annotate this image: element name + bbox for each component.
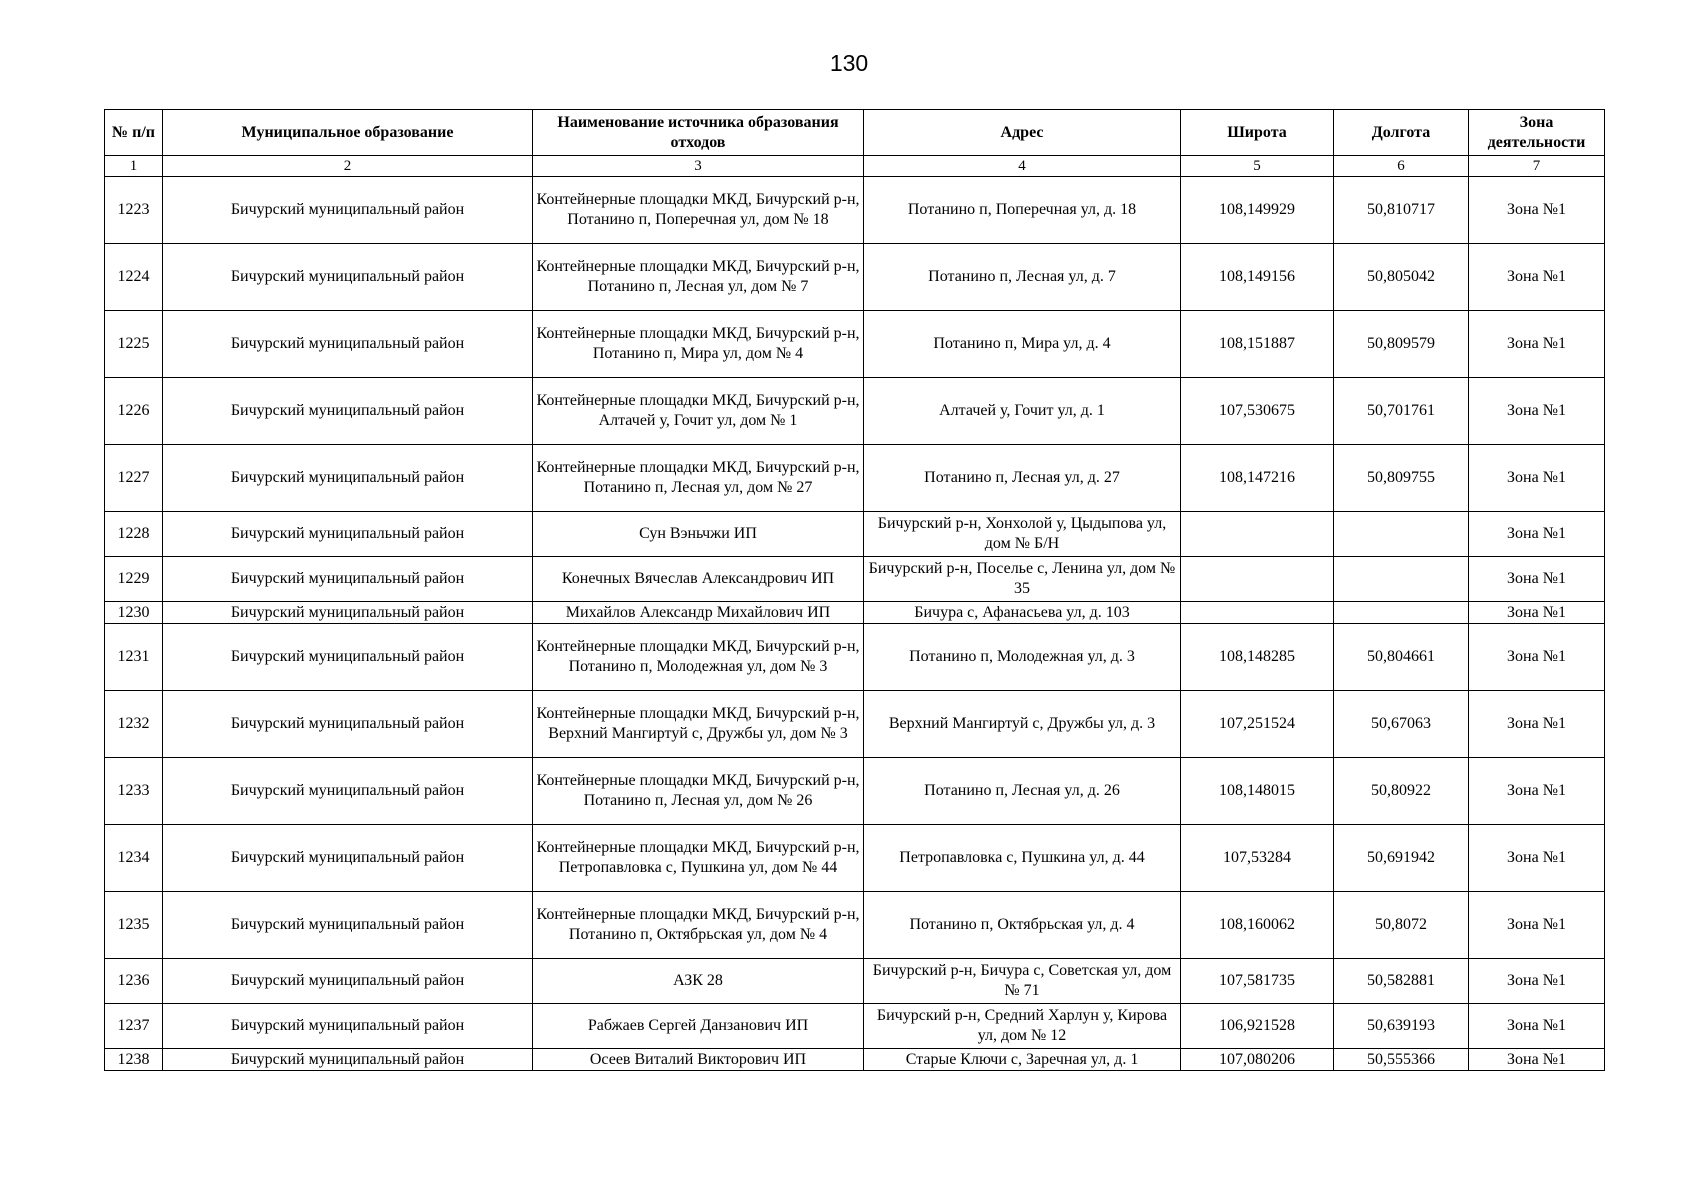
cell-source: Контейнерные площадки МКД, Бичурский р-н, Потанино п, Лесная ул, дом № 7: [533, 244, 864, 311]
cell-address: Потанино п, Лесная ул, д. 27: [864, 445, 1181, 512]
cell-latitude: 108,147216: [1181, 445, 1334, 512]
cell-zone: Зона №1: [1469, 892, 1605, 959]
cell-zone: Зона №1: [1469, 445, 1605, 512]
table-row: [105, 892, 1605, 959]
cell-source: Осеев Виталий Викторович ИП: [533, 1049, 864, 1071]
table-row: [105, 1049, 1605, 1071]
table-row: [105, 177, 1605, 244]
cell-latitude: 108,148285: [1181, 624, 1334, 691]
cell-latitude: [1181, 557, 1334, 602]
cell-latitude: 107,080206: [1181, 1049, 1334, 1071]
cell-source: Михайлов Александр Михайлович ИП: [533, 602, 864, 624]
cell-longitude: 50,810717: [1334, 177, 1469, 244]
cell-municipality: Бичурский муниципальный район: [163, 892, 533, 959]
cell-zone: Зона №1: [1469, 758, 1605, 825]
cell-number: 1238: [105, 1049, 163, 1071]
cell-municipality: Бичурский муниципальный район: [163, 244, 533, 311]
cell-latitude: 107,530675: [1181, 378, 1334, 445]
cell-zone: Зона №1: [1469, 1049, 1605, 1071]
cell-zone: Зона №1: [1469, 311, 1605, 378]
cell-number: 1225: [105, 311, 163, 378]
table-row: [105, 512, 1605, 557]
cell-latitude: [1181, 602, 1334, 624]
table-row: [105, 959, 1605, 1004]
column-header: Муниципальное образование: [163, 110, 533, 156]
cell-municipality: Бичурский муниципальный район: [163, 378, 533, 445]
cell-longitude: 50,809579: [1334, 311, 1469, 378]
cell-source: Контейнерные площадки МКД, Бичурский р-н, Верхний Мангиртуй с, Дружбы ул, дом № 3: [533, 691, 864, 758]
column-header: Наименование источника образования отходов: [533, 110, 864, 156]
cell-municipality: Бичурский муниципальный район: [163, 691, 533, 758]
cell-zone: Зона №1: [1469, 557, 1605, 602]
cell-longitude: 50,582881: [1334, 959, 1469, 1004]
cell-municipality: Бичурский муниципальный район: [163, 959, 533, 1004]
cell-source: Конечных Вячеслав Александрович ИП: [533, 557, 864, 602]
column-number: 5: [1181, 156, 1334, 177]
cell-zone: Зона №1: [1469, 691, 1605, 758]
table-row: [105, 244, 1605, 311]
cell-longitude: [1334, 602, 1469, 624]
cell-longitude: 50,8072: [1334, 892, 1469, 959]
cell-source: Контейнерные площадки МКД, Бичурский р-н, Потанино п, Лесная ул, дом № 26: [533, 758, 864, 825]
cell-longitude: 50,701761: [1334, 378, 1469, 445]
cell-longitude: 50,805042: [1334, 244, 1469, 311]
cell-address: Потанино п, Мира ул, д. 4: [864, 311, 1181, 378]
cell-longitude: 50,809755: [1334, 445, 1469, 512]
cell-municipality: Бичурский муниципальный район: [163, 758, 533, 825]
cell-zone: Зона №1: [1469, 512, 1605, 557]
cell-address: Потанино п, Лесная ул, д. 26: [864, 758, 1181, 825]
cell-source: Контейнерные площадки МКД, Бичурский р-н, Потанино п, Поперечная ул, дом № 18: [533, 177, 864, 244]
column-header: № п/п: [105, 110, 163, 156]
cell-zone: Зона №1: [1469, 244, 1605, 311]
cell-source: Контейнерные площадки МКД, Бичурский р-н, Потанино п, Мира ул, дом № 4: [533, 311, 864, 378]
cell-municipality: Бичурский муниципальный район: [163, 1004, 533, 1049]
cell-municipality: Бичурский муниципальный район: [163, 1049, 533, 1071]
cell-longitude: 50,80922: [1334, 758, 1469, 825]
cell-municipality: Бичурский муниципальный район: [163, 512, 533, 557]
cell-address: Бичурский р-н, Средний Харлун у, Кирова ул, дом № 12: [864, 1004, 1181, 1049]
cell-address: Верхний Мангиртуй с, Дружбы ул, д. 3: [864, 691, 1181, 758]
cell-zone: Зона №1: [1469, 1004, 1605, 1049]
cell-longitude: 50,639193: [1334, 1004, 1469, 1049]
cell-latitude: 108,160062: [1181, 892, 1334, 959]
cell-longitude: 50,691942: [1334, 825, 1469, 892]
cell-longitude: 50,804661: [1334, 624, 1469, 691]
cell-municipality: Бичурский муниципальный район: [163, 177, 533, 244]
table-row: [105, 378, 1605, 445]
table-row: [105, 557, 1605, 602]
cell-address: Потанино п, Октябрьская ул, д. 4: [864, 892, 1181, 959]
cell-municipality: Бичурский муниципальный район: [163, 311, 533, 378]
column-number-row: [105, 156, 1605, 177]
column-number: 4: [864, 156, 1181, 177]
cell-latitude: 108,149156: [1181, 244, 1334, 311]
cell-address: Потанино п, Поперечная ул, д. 18: [864, 177, 1181, 244]
waste-sources-table: [104, 109, 1605, 1071]
header-row: [105, 110, 1605, 156]
cell-latitude: 107,53284: [1181, 825, 1334, 892]
cell-address: Петропавловка с, Пушкина ул, д. 44: [864, 825, 1181, 892]
column-header: Зона деятельности: [1469, 110, 1605, 156]
cell-longitude: 50,67063: [1334, 691, 1469, 758]
column-header: Долгота: [1334, 110, 1469, 156]
cell-zone: Зона №1: [1469, 177, 1605, 244]
cell-zone: Зона №1: [1469, 825, 1605, 892]
cell-number: 1230: [105, 602, 163, 624]
cell-source: Контейнерные площадки МКД, Бичурский р-н, Петропавловка с, Пушкина ул, дом № 44: [533, 825, 864, 892]
table-row: [105, 1004, 1605, 1049]
cell-number: 1223: [105, 177, 163, 244]
column-header: Адрес: [864, 110, 1181, 156]
cell-address: Бичурский р-н, Поселье с, Ленина ул, дом № 35: [864, 557, 1181, 602]
cell-source: Контейнерные площадки МКД, Бичурский р-н, Потанино п, Октябрьская ул, дом № 4: [533, 892, 864, 959]
cell-address: Старые Ключи с, Заречная ул, д. 1: [864, 1049, 1181, 1071]
cell-latitude: 108,149929: [1181, 177, 1334, 244]
cell-zone: Зона №1: [1469, 602, 1605, 624]
cell-number: 1235: [105, 892, 163, 959]
cell-municipality: Бичурский муниципальный район: [163, 825, 533, 892]
column-number: 1: [105, 156, 163, 177]
cell-address: Бичурский р-н, Бичура с, Советская ул, дом № 71: [864, 959, 1181, 1004]
table-row: [105, 825, 1605, 892]
cell-longitude: [1334, 512, 1469, 557]
cell-latitude: 108,148015: [1181, 758, 1334, 825]
cell-address: Потанино п, Лесная ул, д. 7: [864, 244, 1181, 311]
column-number: 7: [1469, 156, 1605, 177]
cell-number: 1229: [105, 557, 163, 602]
cell-longitude: 50,555366: [1334, 1049, 1469, 1071]
table-row: [105, 758, 1605, 825]
cell-latitude: [1181, 512, 1334, 557]
cell-number: 1232: [105, 691, 163, 758]
cell-municipality: Бичурский муниципальный район: [163, 602, 533, 624]
table-row: [105, 691, 1605, 758]
cell-municipality: Бичурский муниципальный район: [163, 624, 533, 691]
cell-address: Алтачей у, Гочит ул, д. 1: [864, 378, 1181, 445]
cell-latitude: 106,921528: [1181, 1004, 1334, 1049]
cell-source: Контейнерные площадки МКД, Бичурский р-н, Алтачей у, Гочит ул, дом № 1: [533, 378, 864, 445]
column-header: Широта: [1181, 110, 1334, 156]
cell-zone: Зона №1: [1469, 378, 1605, 445]
page-number: 130: [829, 50, 869, 76]
cell-source: Контейнерные площадки МКД, Бичурский р-н, Потанино п, Молодежная ул, дом № 3: [533, 624, 864, 691]
cell-longitude: [1334, 557, 1469, 602]
column-number: 6: [1334, 156, 1469, 177]
table-row: [105, 445, 1605, 512]
cell-source: Сун Вэньчжи ИП: [533, 512, 864, 557]
cell-municipality: Бичурский муниципальный район: [163, 557, 533, 602]
cell-number: 1228: [105, 512, 163, 557]
table-row: [105, 624, 1605, 691]
table-row: [105, 602, 1605, 624]
cell-number: 1231: [105, 624, 163, 691]
table-row: [105, 311, 1605, 378]
cell-latitude: 108,151887: [1181, 311, 1334, 378]
cell-latitude: 107,581735: [1181, 959, 1334, 1004]
cell-number: 1234: [105, 825, 163, 892]
cell-source: АЗК 28: [533, 959, 864, 1004]
cell-number: 1224: [105, 244, 163, 311]
cell-number: 1227: [105, 445, 163, 512]
cell-latitude: 107,251524: [1181, 691, 1334, 758]
cell-zone: Зона №1: [1469, 959, 1605, 1004]
cell-number: 1233: [105, 758, 163, 825]
cell-address: Бичура с, Афанасьева ул, д. 103: [864, 602, 1181, 624]
cell-zone: Зона №1: [1469, 624, 1605, 691]
cell-number: 1236: [105, 959, 163, 1004]
cell-address: Бичурский р-н, Хонхолой у, Цыдыпова ул, дом № Б/Н: [864, 512, 1181, 557]
cell-source: Контейнерные площадки МКД, Бичурский р-н, Потанино п, Лесная ул, дом № 27: [533, 445, 864, 512]
cell-number: 1237: [105, 1004, 163, 1049]
column-number: 3: [533, 156, 864, 177]
cell-address: Потанино п, Молодежная ул, д. 3: [864, 624, 1181, 691]
cell-municipality: Бичурский муниципальный район: [163, 445, 533, 512]
cell-number: 1226: [105, 378, 163, 445]
column-number: 2: [163, 156, 533, 177]
cell-source: Рабжаев Сергей Данзанович ИП: [533, 1004, 864, 1049]
